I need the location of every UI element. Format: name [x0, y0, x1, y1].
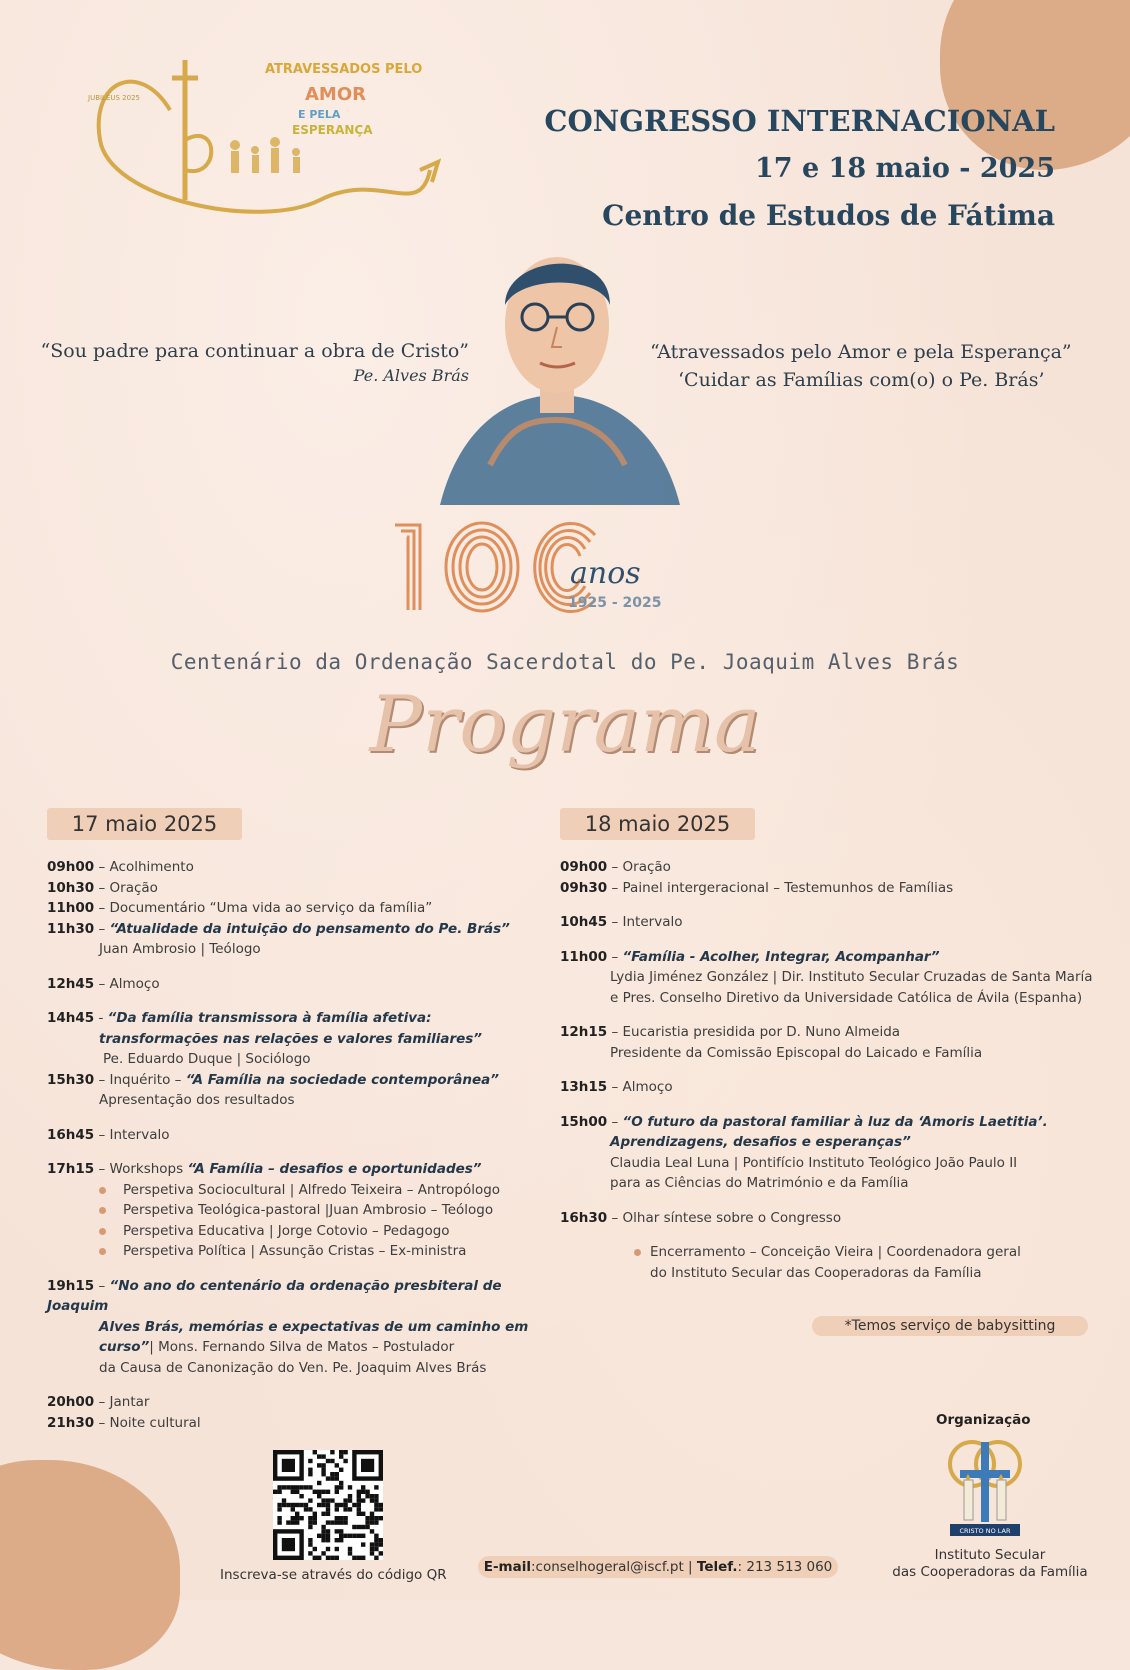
programa-title: Programa [369, 680, 761, 770]
speaker: Juan Ambrosio | Teólogo [99, 941, 261, 957]
list-item: 10h45 – Intervalo [560, 914, 683, 930]
list-item: 20h00 – Jantar [47, 1394, 150, 1410]
day1-schedule: 09h00 – Acolhimento 10h30 – Oração 11h00 – Documentário “Uma vida ao serviço da família” 11h30 – “Atualidade da intuição do pensamento do Pe. Brás” Juan Ambrosio | Teólogo 12h45 – Almoço 14h45 - “Da família transmissora à família afetiva: transformações nas relações e valores familiares” Pe. Eduardo Duque | Sociólogo 15h30 – Inquérito – “A Família na sociedade contemporânea” Apresentação dos resultados 16h45 – Intervalo 17h15 – Workshops “A Família – desafios e oportunidades” Perspetiva Sociocultural | Alfredo Teixeira – Antropólogo Perspetiva Teológica-pastoral |Juan Ambrosio – Teólogo Perspetiva Educativa | Jorge Cotovio – Pedagogo Perspetiva Política | Assunção Cristas – Ex-ministra 19h15 – “No ano do centenário da ordenação presbiteral de Joaquim Alves Brás, memórias e expectativas de um caminho em curso”| Mons. Fernando Silva de Matos – Postulador da Causa de Canonização do Ven. Pe. Joaquim Alves Brás 20h00 – Jantar 21h30 – Noite cultural [47, 857, 557, 1433]
list-item: 12h45 – Almoço [47, 975, 160, 992]
registration-qr-code[interactable] [273, 1450, 383, 1560]
list-item: 17h15 – Workshops “A Família – desafios e oportunidades” [47, 1161, 482, 1177]
organization-name: Instituto Secular das Cooperadoras da Família [892, 1547, 1088, 1580]
day2-header: 18 maio 2025 [560, 808, 755, 840]
list-item: 09h00 – Oração [560, 859, 671, 875]
event-venue: Centro de Estudos de Fátima [602, 199, 1055, 232]
portrait-illustration [420, 235, 695, 515]
centenary-word: anos [570, 556, 641, 591]
closing-item: Encerramento – Conceição Vieira | Coordenadora geral do Instituto Secular das Cooperadoras da Família [560, 1242, 1100, 1283]
workshop-item: Perspetiva Sociocultural | Alfredo Teixeira – Antropólogo [47, 1180, 557, 1201]
quote-right-line-1: “Atravessados pelo Amor e pela Esperança” [650, 341, 1072, 363]
event-dates: 17 e 18 maio - 2025 [754, 153, 1055, 184]
centenary-years: 1925 - 2025 [568, 595, 662, 611]
list-item: 12h15 – Eucaristia presidida por D. Nuno Almeida [560, 1024, 901, 1040]
bullet-icon [634, 1249, 641, 1256]
list-item: 16h45 – Intervalo [47, 1126, 170, 1143]
subtitle: Centenário da Ordenação Sacerdotal do Pe. Joaquim Alves Brás [170, 650, 960, 674]
centenary-logo [390, 515, 740, 625]
organization-badge: CRISTO NO LAR [959, 1527, 1011, 1535]
organization-title: Organização [936, 1412, 1031, 1428]
list-item: 11h00 – “Família - Acolher, Integrar, Acompanhar” [560, 948, 940, 965]
quote-right [650, 338, 1110, 394]
event-header [544, 98, 1055, 239]
list-item: 21h30 – Noite cultural [47, 1414, 201, 1431]
event-title: CONGRESSO INTERNACIONAL [544, 104, 1055, 138]
phone-label: Telef. [696, 1559, 738, 1575]
workshop-item: Perspetiva Teológica-pastoral |Juan Ambrosio – Teólogo [47, 1200, 557, 1221]
quote-left-author: Pe. Alves Brás [353, 366, 469, 385]
jubilee-small-text: JUBILEUS 2025 [88, 94, 140, 102]
logo-line-4: ESPERANÇA [292, 123, 373, 137]
phone-value[interactable]: : 213 513 060 [737, 1559, 833, 1575]
logo-line-1: ATRAVESSADOS PELO [265, 62, 423, 77]
list-item: 11h30 – “Atualidade da intuição do pensamento do Pe. Brás” [47, 920, 510, 937]
list-item: 09h00 – Acolhimento [47, 859, 194, 875]
quote-right-line-2: ‘Cuidar as Famílias com(o) o Pe. Brás’ [678, 369, 1045, 391]
day2-schedule: 09h00 – Oração 09h30 – Painel intergeracional – Testemunhos de Famílias 10h45 – Intervalo 11h00 – “Família - Acolher, Integrar, Acompanhar” Lydia Jiménez González | Dir. Instituto Secular Cruzadas de Santa María e Pres. Conselho Diretivo da Universidade Católica de Ávila (Espanha) 12h15 – Eucaristia presidida por D. Nuno Almeida Presidente da Comissão Episcopal do Laicado e Família 13h15 – Almoço 15h00 – “O futuro da pastoral familiar à luz da ‘Amoris Laetitia’. Aprendizagens, desafios e esperanças” Claudia Leal Luna | Pontifício Instituto Teológico João Paulo II para as Ciências do Matrimónio e da Família 16h30 – Olhar síntese sobre o Congresso Encerramento – Conceição Vieira | Coordenadora geral do Instituto Secular das Cooperadoras da Família [560, 857, 1100, 1283]
organization-logo [940, 1432, 1030, 1547]
day1-header: 17 maio 2025 [47, 808, 242, 840]
jubilee-logo [60, 50, 460, 250]
list-item: 16h30 – Olhar síntese sobre o Congresso [560, 1209, 842, 1226]
list-item: 13h15 – Almoço [560, 1079, 673, 1095]
contact-bar: E-mail:conselhogeral@iscf.pt | Telef.: 213 513 060 [478, 1556, 838, 1578]
list-item: 09h30 – Painel intergeracional – Testemunhos de Famílias [560, 879, 954, 896]
centenary-number: 100 [390, 515, 392, 516]
quote-left-text: “Sou padre para continuar a obra de Cristo” [40, 340, 469, 362]
qr-caption: Inscreva-se através do código QR [220, 1567, 447, 1583]
logo-line-3: E PELA [298, 108, 341, 121]
workshop-item: Perspetiva Educativa | Jorge Cotovio – Pedagogo [47, 1221, 557, 1242]
list-item: 11h00 – Documentário “Uma vida ao serviço da família” [47, 900, 433, 916]
logo-line-2: AMOR [305, 84, 367, 105]
list-item: 10h30 – Oração [47, 879, 158, 896]
email-label: E-mail [483, 1559, 531, 1575]
babysitting-note: *Temos serviço de babysitting [812, 1316, 1088, 1336]
email-value[interactable]: :conselhogeral@iscf.pt [530, 1559, 684, 1575]
list-item: 15h00 – “O futuro da pastoral familiar à luz da ‘Amoris Laetitia’. [560, 1113, 1048, 1130]
speaker: Pe. Eduardo Duque | Sociólogo [103, 1051, 311, 1067]
list-item: 15h30 – Inquérito – “A Família na sociedade contemporânea” [47, 1071, 499, 1088]
workshop-item: Perspetiva Política | Assunção Cristas – Ex-ministra [47, 1241, 557, 1262]
quote-left [24, 340, 469, 385]
list-item: 14h45 - “Da família transmissora à família afetiva: [47, 1010, 432, 1026]
list-item: 19h15 – “No ano do centenário da ordenação presbiteral de Joaquim [47, 1277, 502, 1314]
